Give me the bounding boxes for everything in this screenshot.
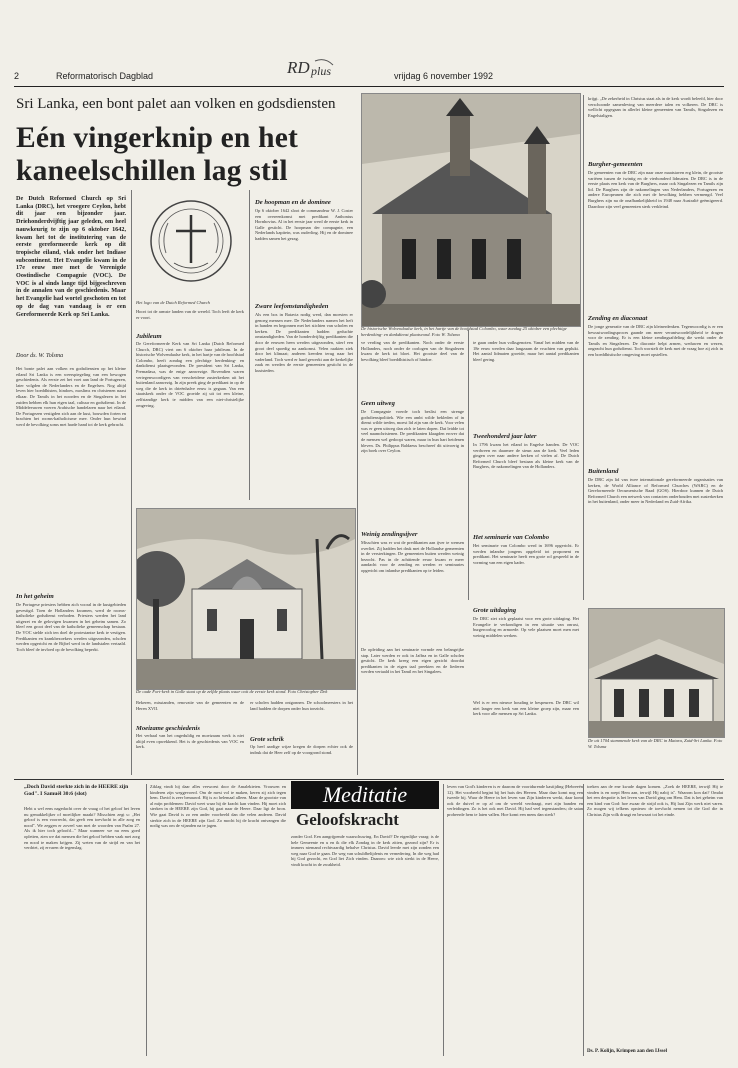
meditation-text-col1: Hebt u wel eens nagedacht over de vraag of het geloof het leven nu gemakkelijker of moeilijker maakt? Misschien zegt u: „Het geloof is een voorrecht, dat geeft een toevlucht in alle zorg en nood". We zeggen er zoveel van met de woorden van Psalm 27. Als ik hier toch geloofd..." Maar wanneer we nu eens goed opletten, zien we dat mensen die het geloof hebben vaak met zorg en nood te maken krijgen. Zij weten van de strijd en van het verdriet, zij ervaren de tegenslag.: [24, 806, 140, 851]
subhead-hoopman: De hoopman en de dominee: [255, 199, 331, 206]
galle-caption-text: De oude Fort-kerk in Galle staat op de zelfde plaats waar ooit de eerste kerk stond.: [136, 689, 287, 694]
column-rule: [583, 784, 584, 1056]
article-kicker: Sri Lanka, een bont palet aan volken en godsdiensten: [16, 96, 336, 112]
body-text-col4d: De opleiding aan het seminarie vormde een belangrijke stap. Later werden er ook in Jaffna en in Galle scholen gesticht. De kerk kreeg een eigen gezicht doordat predikanten in de eigen taal preekten en de liederen werden vertaald in het Tamil en het Singalees.: [361, 647, 464, 675]
page-number: 2: [14, 71, 20, 81]
column-rule: [443, 784, 444, 1056]
column-rule: [146, 784, 147, 1056]
subhead-geen-uitweg: Geen uitweg: [361, 400, 395, 407]
subhead-weinig-zendingsijver: Weinig zendingsijver: [361, 531, 418, 538]
meditation-text-col3: zonder God. Een aangrijpende waarschuwing. En David? De eigenlijke vraag: is de hele Gemeente en u en ik die elk Zondag in de kerk zitten, gezond zijn? Er is immers niemand rechtvaardig behalve Christus. David leerde met zijn zonden een weg naar God te gaan. De weg van schuldbelijdenis en vernedering. In die weg had hij God gezocht, en God liet Zich vinden. Daarom: wie zich sterkt in de Heere, vindt kracht in de zwakheid.: [291, 834, 439, 867]
subhead-jubileum: Jubileum: [136, 333, 162, 340]
subhead-in-het-geheim: In het geheim: [16, 593, 54, 600]
byline: Door ds. W. Tolsma: [16, 353, 64, 359]
page-header: [14, 64, 724, 87]
subhead-grote-schrik: Grote schrik: [250, 736, 284, 743]
body-text-col3c: er scholen hadden ontgonnen. De schoolmeesters in het land hadden de dorpen onder hun toezicht.: [250, 700, 353, 711]
rd-plus-logo: [285, 55, 337, 81]
galle-caption: [136, 689, 354, 695]
meditation-quote: „Doch David sterkte zich in de HEERE zijn God". I Samuël 30:6 (slot): [24, 784, 129, 797]
logo-caption: Het logo van de Dutch Reformed Church: [136, 300, 210, 305]
subhead-burgher: Burgher-gemeenten: [588, 161, 643, 168]
church-photo-credit: Foto W. Tolsma: [431, 331, 460, 337]
issue-date: vrijdag 6 november 1992: [394, 71, 494, 81]
column-rule: [131, 190, 132, 775]
body-text-col4b: De Compagnie voerde toch beslist een strenge godsdienstpolitiek. Wie een ambt wilde bekleden of in dienst wilde treden, moest lid zijn van de kerk. Voor velen was er geen uitweg dan zich te laten dopen. Dat leidde tot veel naamchristenen. De predikanten klaagden erover dat de mensen wel gedoopt waren, maar in hun hart heidenen bleven. Ds. Philippus Baldaeus beschreef dit uitvoerig in zijn boek over Ceylon.: [361, 409, 464, 454]
body-text-col5d: De DRC ziet zich geplaatst voor een grote uitdaging. Het Evangelie te verkondigen in een situatie van onrust, burgeroorlog en armoede. Op vele plaatsen moet men met weinig middelen werken.: [473, 616, 579, 638]
matara-caption: [588, 738, 723, 749]
body-text-col3d: Op heel aardige wijze kregen de dorpen echter ook de indruk dat de Heer zelf op de voorgrond stond.: [250, 744, 353, 755]
galle-photo-credit: Foto Christopher Dek: [287, 689, 328, 694]
church-caption-text: De historische Wolvendaalse kerk, in het hartje van de hoofdstad Colombo, waar zondag 25 oktober een plechtige herdenking- en dankdienst plaatsvond.: [361, 326, 567, 337]
meditation-author: Ds. P. Kolijn, Krimpen aan den IJssel: [587, 1049, 667, 1054]
body-text-col5b: In 1796 kwam het eiland in Engelse handen. De VOC verdween en daarmee de steun aan de kerk. Veel leden gingen over naar andere kerken of vielen af. De Dutch Reformed Church bleef bestaan als kleine kerk van de Burghers, de nakomelingen van de Hollanders.: [473, 442, 579, 470]
svg-text:plus: plus: [311, 64, 332, 78]
meditation-title: Geloofskracht: [296, 810, 399, 829]
matara-photo-credit: Foto W. Tolsma: [588, 738, 723, 749]
meditation-text-col4: leven van God's kinderen is er daarom de voortdurende kastijding (Hebreeën 12). Het voorbeeld begint bij het huis des Heeren. Maar daar komt nog een tweede bij. Waar de Heere in het leven van Zijn kinderen werkt, daar komt ook de duivel er op af om de wereld verdraagt, met zijn banden en verleidingen. Zo is het ook met David. Hij had veel tegenstanders; de satan probeerde hem te laten vallen. Hoe komt een mens dan sterk?: [447, 784, 583, 817]
subhead-zending: Zending en diaconaat: [588, 315, 648, 322]
subhead-leefomstandigheden: Zware leefomstandigheden: [255, 303, 329, 310]
column-rule: [249, 190, 250, 500]
svg-text:RD: RD: [287, 58, 310, 77]
column-rule: [583, 95, 584, 600]
meditation-text-col2: Ziklag vindt hij daar alles verwoest door de Amalekieten. Vrouwen en kinderen zijn weggevoerd. Om de mest vol te maken, keren zij zich tegen hem. David is zeer benauwd. Hij is zo helemaal alleen. Maar de grootste van al mijn problemen: David weet waar hij de kracht kan vinden. Hij moet zich sterken in de HEERE zijn God, hij gaat naar de Heere. Daar ligt de bron. Wie gaat David is zo een ander voorbeeld dan die velen anderen. David sterkte zich in de HEERE zijn God. Zo mocht hij de kracht ontvangen die nodig was om de vijanden na te jagen.: [150, 784, 286, 829]
body-text-col5c: Het seminarie van Colombo werd in 1696 opgericht. Er werden inlandse jongens opgeleid tot proponent en predikant. Het seminarie heeft een grote rol gespeeld in de vorming van een eigen kader.: [473, 543, 579, 565]
article-lead: De Dutch Reformed Church op Sri Lanka (DRC), het vroegere Ceylon, hebt dit jaar een bijzonder jaar. Driehonderdvijftig jaar geleden, om heel nauwkeurig te zijn op 6 oktober 1642, kwam het tot de institutering van de eerste gereformeerde kerk op dit tropische eiland, vlak onder het Indiase subcontinent. Het Evangelie kwam in de 17e eeuw mee met de Verenigde Oostindische Compagnie (VOC). De VOC is al sinds lange tijd bijgeschreven in de annalen van de geschiedenis. Maar het Evangelie had wortel geschoten en tot op de dag van vandaag is er een Gereformeerde Kerk op Sri Lanka.: [16, 195, 126, 318]
meditation-banner: Meditatie: [291, 781, 439, 809]
body-text-col6d: De DRC zijn lid van twee internationale gereformeerde organisaties van kerken, de World Alliance of Reformed Churches (WARC) en de Gereformeerde Oecumenische Raad (GOS). Hierdoor kunnen de Dutch Reformed Church een netwerk van contacten onderhouden met zusterkerken in het buitenland, onder meer in Nederland en Zuid-Afrika.: [588, 477, 723, 505]
photo-wolvendaal-church: [361, 93, 581, 327]
body-text-col1b: De Portugese priesters hebben zich vooral in de kustgebieden gevestigd. Toen de Hollanders kwamen, werd de rooms-katholieke godsdienst verboden. Priesters werden het land uitgezet en de gelovigen kwamen in het geheim samen. Zo bleef een groot deel van de katholieke gemeenschap bestaan. De VOC stelde zich ten doel de protestantse kerk te vestigen. Predikanten en krankbezoekers werden uitgezonden, scholen werden opgericht en de Bijbel werd in de landstalen vertaald. Toch bleef de invloed op de bevolking beperkt.: [16, 602, 126, 652]
body-text-col2b: De Gereformeerde Kerk van Sri Lanka (Dutch Reformed Church, DRC) viert om 6 oktober haar jubileum. In de historische Wolvendaalse kerk, in het hartje van de hoofdstad Colombo, heeft zondag een plechtige herdenking- en dankdienst plaatsgevonden. De president van Sri Lanka, Premadasa, was de enige aanwezige. Bovendien waren vertegenwoordigers van verscheidene zusterkerken uit het buitenland aanwezig. In zijn preek ging de predikant in op de weg die de kerk in drieënhalve eeuw is gegaan. Van een staatskerk onder de VOC groeide zij uit tot een kleine, zelfstandige kerk te midden van een niet-christelijke omgeving.: [136, 341, 244, 408]
body-text-col2c: Bekeren, misstanden, renovatie van de gemeenten en de Heren XVII.: [136, 700, 244, 711]
body-text-col5a: te gaan onder hun volksgenoten. Vanaf het midden van de 18e eeuw werden daar langzaam de vruchten van geplukt. Het aantal lidmaten groeide, maar het aantal predikanten bleef gering.: [473, 340, 579, 362]
matara-caption-text: De uit 1704 stammende kerk van de DRC in Matara, Zuid-Sri Lanka.: [588, 738, 713, 743]
subhead-tweehonderd: Tweehonderd jaar later: [473, 433, 537, 440]
drc-logo-seal: [146, 193, 236, 298]
body-text-col2d: Het verhaal van het ongeduldig en moeizaam werk is niet altijd even opwekkend. Het is de geschiedenis van VOC en kerk.: [136, 733, 244, 750]
body-text-col1: Het bonte palet aan volken en godsdiensten op het kleine eiland Sri Lanka is een weerspiegeling van een bewogen geschiedenis. Als eerste zet het voet aan land de Portugezen, later volgden de Nederlanders en de Engelsen. Nog altijd leven hier boeddhisten, hindoes, moslims en christenen naast elkaar. De Tamils in het noorden en de Singalezen in het zuiden hebben elk hun eigen taal, cultuur en godsdienst. In de Middeleeuwen voeren Arabische handelaren naar het eiland. De Portugezen vestigden zich aan de kust, bouwden forten en brachten het rooms-katholicisme mee. Onder hun bewind werd de bevolking soms met harde hand tot de kerk gebracht.: [16, 366, 126, 427]
body-text-col4c: Misschien was er wat de predikanten aan ijver te wensen overliet. Zij hadden het druk met de Hollandse gemeenten in de versterkingen. De gemeenten buiten werden weinig bezocht. Pas in de achttiende eeuw kwam er meer aandacht voor de zending en werden er seminaries opgericht om inlandse predikanten op te leiden.: [361, 540, 464, 573]
body-text-col5e: Wel is er een nieuwe houding te bespeuren. De DRC wil niet langer een kerk van een kleine groep zijn, maar een kerk voor alle mensen op Sri Lanka.: [473, 700, 579, 717]
article-title: Eén vingerknip en het kaneelschillen lag stil: [16, 122, 299, 187]
paper-name: Reformatorisch Dagblad: [56, 71, 154, 81]
subhead-buitenland: Buitenland: [588, 468, 619, 475]
body-text-col3a: Op 6 oktober 1642 sloot de commandeur W. J. Coster een overeenkomst met predikant Anthonius Hornhovius. Al in het eerste jaar werd de eerste kerk in Galle gesticht. De hoopman der compagnie, een Nederlands kapitein, was ouderling. Hij en de dominee hadden samen het gezag.: [255, 208, 353, 241]
body-text-col6a: krijgt. „De zekerheid in Christus staat als in de kerk wordt beleefd, hier door verschoonde samenleving van meerdere talen en volkeren. De DRC is wellicht opgegaan in allerlei kleine gemeenten van Tamils, Singalezen en Engelstaligen.: [588, 96, 723, 118]
body-text-col3b: Als een bos in Batavia nodig werd, dan moesten er genoeg mensen mee. De Nederlanders namen het heft in handen en begonnen met het stichten van scholen en kerken. De predikanten hadden geduchte omstandigheden. Van de honderdvijftig predikanten die door de eeuwen heen werden uitgezonden, stierf een groot deel spoedig na aankomst. Velen raakten ziek door het klimaat; anderen keerden terug naar het vaderland. Toch werd er hard gewerkt aan de kerkelijke zaak en werden de eerste gemeenten gesticht in de kuststeden.: [255, 312, 353, 373]
body-text-col4a: ve verding van de predikanten. Noch onder de eerste Hollanders, noch onder de oorlogen van de Singalezen kwam de kerk tot bloei. Het grootste deel van de bevolking bleef boeddhistisch of hindoe.: [361, 340, 464, 362]
photo-matara-church: [588, 608, 725, 738]
column-rule: [468, 330, 469, 600]
subhead-seminarie: Het seminarie van Colombo: [473, 534, 550, 541]
meditation-text-col5: toeken aan de ene kwade dagen komen. „Zoek de HEERE, terwijl Hij te vinden is en roept Hem aan, terwijl Hij nabij is". Waarom kon dat? Omdat het een despotie is het leven van David ging om Hem. Dat is het geheim van een kind van God: hoe zwaar de strijd ook is, Hij laat Zijn werk niet varen. Zo mogen wij telkens opnieuw de toevlucht nemen tot die God die in Christus Zijn volk draagt en bewaart tot het einde.: [587, 784, 723, 817]
body-text-col6b: De gemeenten van de DRC zijn naar onze maatstaven erg klein, de grootste variëren tussen de twintig en de vierhonderd lidmaten. De DRC is in de eerste plaats een kerk van de Burghers, maar ook Singalezen en Tamils zijn lid. De Burghers zijn de nakomelingen van Nederlanders, Portugezen en andere Europeanen die zich met de bevolking hebben vermengd. Veel Burghers zijn na de onafhankelijkheid in 1948 naar Australië geëmigreerd. Daardoor zijn veel gemeenten sterk verkleind.: [588, 170, 723, 209]
church-caption: [361, 326, 579, 337]
subhead-moeizame: Moeizame geschiedenis: [136, 725, 200, 732]
column-rule: [357, 335, 358, 775]
photo-galle-fort-church: [136, 508, 356, 690]
subhead-grote-uitdaging: Grote uitdaging: [473, 607, 517, 614]
body-text-col2a: Hoort tot de armste landen van de wereld. Toch leeft de kerk er voort.: [136, 309, 244, 320]
body-text-col6c: De jonge generatie van de DRC zijn kleinerdenken. Tegenwoordig is er een bewustwordingsproces gaande om meer verantwoordelijkheid te dragen voor de zending. Er is een kleine zendingsafdeling die werkt onder de Tamils en Singalezen. De diaconie helpt armen, weduwen en wezen, ongeacht hun godsdienst. Toch worstelt de kerk met de vraag hoe zij zich in een boeddhistische omgeving moet opstellen.: [588, 324, 723, 357]
